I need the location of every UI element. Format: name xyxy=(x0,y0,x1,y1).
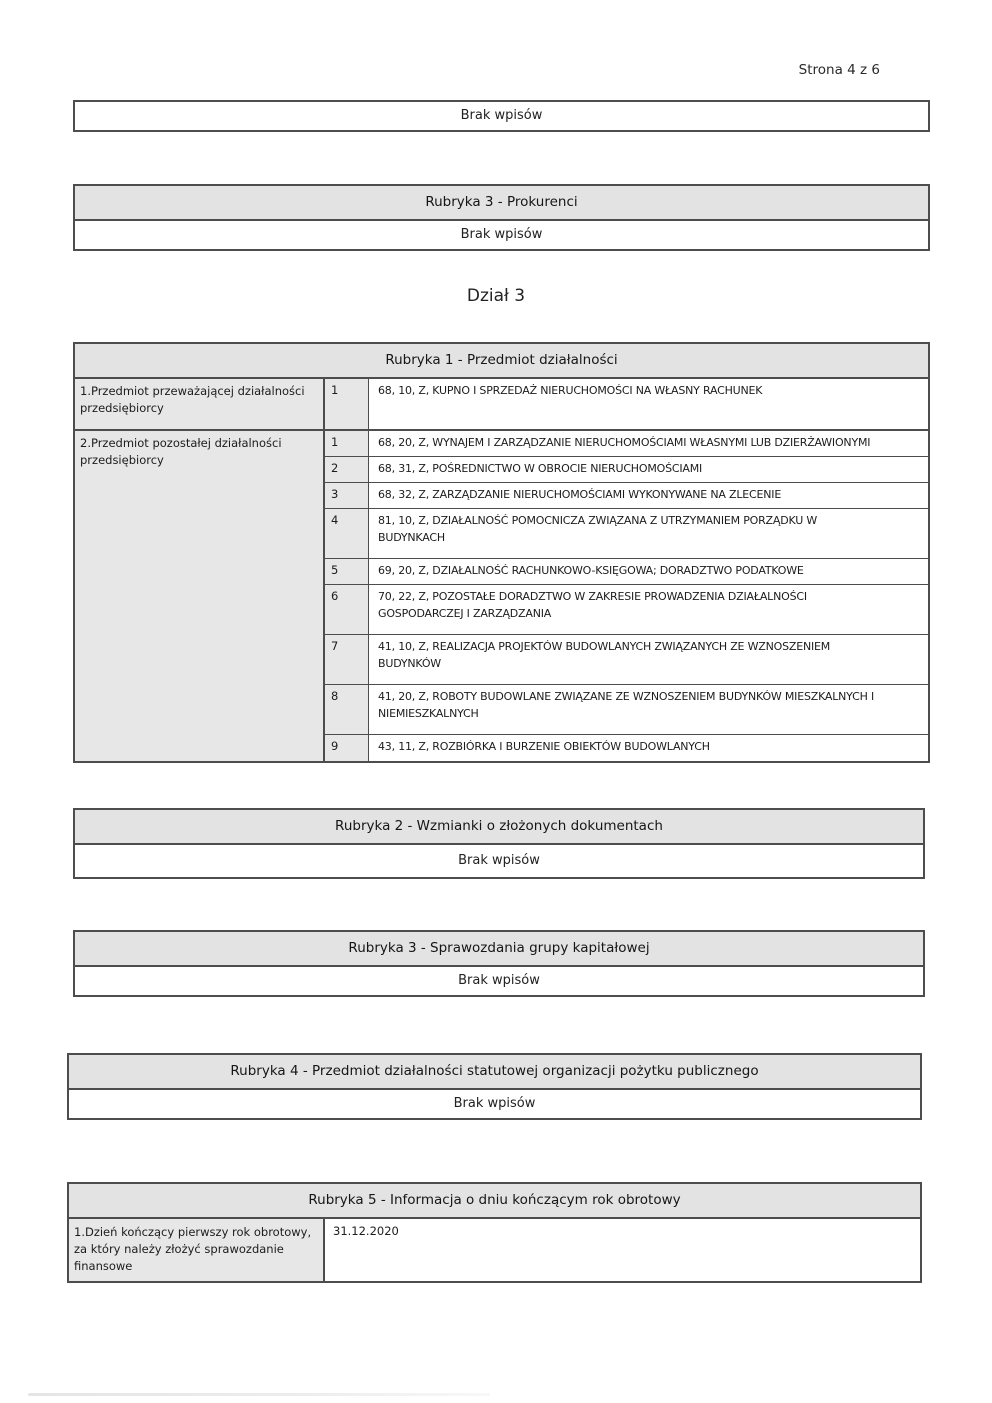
entry-text-cell: 68, 20, Z, WYNAJEM I ZARZĄDZANIE NIERUCHOMOŚCIAMI WŁASNYMI LUB DZIERŻAWIONYMI xyxy=(378,436,871,449)
entry-number-cell: 8 xyxy=(325,685,369,734)
table-continued-no-entries xyxy=(73,100,930,132)
entry-text-cell: 41, 20, Z, ROBOTY BUDOWLANE ZWIĄZANE ZE WZNOSZENIEM BUDYNKÓW MIESZKALNYCH I NIEMIESZKALNYCH xyxy=(378,690,874,720)
table-rubryka4-opp xyxy=(67,1053,922,1120)
no-entries-text: Brak wpisów xyxy=(453,1096,536,1111)
row-entries xyxy=(325,431,928,761)
no-entries-text: Brak wpisów xyxy=(458,973,540,988)
entry-number-cell: 5 xyxy=(325,559,369,584)
table-header: Rubryka 3 - Prokurenci xyxy=(75,186,928,221)
table-row xyxy=(325,483,928,509)
no-entries-text: Brak wpisów xyxy=(460,227,543,242)
entry-number-cell: 4 xyxy=(325,509,369,558)
entry-number-cell: 1 xyxy=(325,431,369,456)
table-row xyxy=(325,635,928,685)
no-entries-text: Brak wpisów xyxy=(458,853,540,868)
entry-text-cell: 68, 31, Z, POŚREDNICTWO W OBROCIE NIERUCHOMOŚCIAMI xyxy=(378,462,703,475)
entry-text-cell: 81, 10, Z, DZIAŁALNOŚĆ POMOCNICZA ZWIĄZANA Z UTRZYMANIEM PORZĄDKU W BUDYNKACH xyxy=(378,514,818,544)
table-header: Rubryka 4 - Przedmiot działalności statutowej organizacji pożytku publicznego xyxy=(69,1055,920,1090)
table-rubryka3-sprawozdania xyxy=(73,930,925,997)
table-row xyxy=(325,431,928,457)
table-row xyxy=(325,509,928,559)
table-row xyxy=(325,457,928,483)
entry-number-cell: 3 xyxy=(325,483,369,508)
table-rubryka5-rok-obrotowy xyxy=(67,1182,922,1283)
entry-number-cell: 1 xyxy=(325,379,369,429)
row-label-cell: 2.Przedmiot pozostałej działalności przedsiębiorcy xyxy=(75,431,325,761)
table-row xyxy=(325,735,928,761)
row-value-cell: 31.12.2020 xyxy=(333,1224,399,1238)
entry-number-cell: 9 xyxy=(325,735,369,761)
entry-number-cell: 6 xyxy=(325,585,369,634)
entry-number-cell: 7 xyxy=(325,635,369,684)
row-label-cell: 1.Dzień kończący pierwszy rok obrotowy, za który należy złożyć sprawozdanie finansowe xyxy=(69,1219,325,1281)
section-heading: Dział 3 xyxy=(466,286,526,306)
entry-text-cell: 68, 10, Z, KUPNO I SPRZEDAŻ NIERUCHOMOŚCI NA WŁASNY RACHUNEK xyxy=(378,384,763,397)
entry-text-cell: 41, 10, Z, REALIZACJA PROJEKTÓW BUDOWLANYCH ZWIĄZANYCH ZE WZNOSZENIEM BUDYNKÓW xyxy=(378,640,831,670)
table-header: Rubryka 2 - Wzmianki o złożonych dokumentach xyxy=(75,810,923,845)
page-number-indicator: Strona 4 z 6 xyxy=(798,62,880,78)
row-label-cell: 1.Przedmiot przeważającej działalności przedsiębiorcy xyxy=(75,379,325,429)
table-rubryka1-przedmiot-dzialalnosci xyxy=(73,342,930,763)
scan-artifact-line xyxy=(28,1393,490,1396)
row-entries xyxy=(325,379,928,429)
entry-number-cell: 2 xyxy=(325,457,369,482)
table-header: Rubryka 3 - Sprawozdania grupy kapitałowej xyxy=(75,932,923,967)
entry-text-cell: 70, 22, Z, POZOSTAŁE DORADZTWO W ZAKRESIE PROWADZENIA DZIAŁALNOŚCI GOSPODARCZEJ I ZARZĄDZANIA xyxy=(378,590,807,620)
table-row xyxy=(325,559,928,585)
entry-text-cell: 43, 11, Z, ROZBIÓRKA I BURZENIE OBIEKTÓW BUDOWLANYCH xyxy=(378,740,710,753)
table-row xyxy=(69,1219,920,1281)
table-row xyxy=(325,379,928,429)
table-row xyxy=(325,585,928,635)
no-entries-text: Brak wpisów xyxy=(460,108,543,123)
table-rubryka3-prokurenci xyxy=(73,184,930,251)
table-header: Rubryka 1 - Przedmiot działalności xyxy=(75,344,928,379)
table-row xyxy=(325,685,928,735)
entry-text-cell: 69, 20, Z, DZIAŁALNOŚĆ RACHUNKOWO-KSIĘGOWA; DORADZTWO PODATKOWE xyxy=(378,564,804,577)
table-header: Rubryka 5 - Informacja o dniu kończącym rok obrotowy xyxy=(69,1184,920,1219)
table-rubryka2-wzmianki xyxy=(73,808,925,879)
table-row-group xyxy=(75,431,928,761)
table-row-group xyxy=(75,379,928,431)
entry-text-cell: 68, 32, Z, ZARZĄDZANIE NIERUCHOMOŚCIAMI WYKONYWANE NA ZLECENIE xyxy=(378,488,782,501)
